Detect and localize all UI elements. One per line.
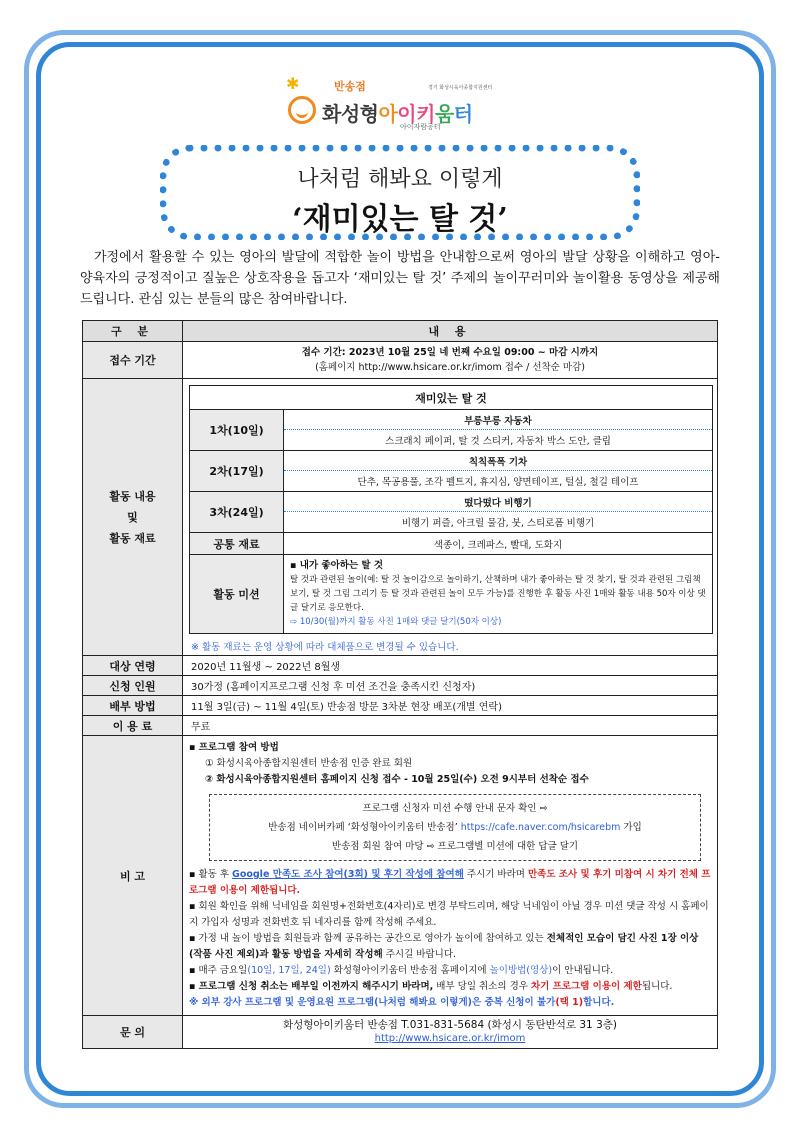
target-row [83,656,718,676]
remark-friday-dates: (10일, 17일, 24일) [247,965,331,976]
target-value: 2020년 11월생 ~ 2022년 8월생 [183,656,718,676]
round-activity-name: 떴다떴다 비행기 [284,492,713,512]
round-materials: 스크래치 페이퍼, 탈 것 스티커, 자동차 박스 도안, 클립 [284,430,713,451]
method-title: ▪ 프로그램 참여 방법 [189,742,279,753]
activity-label-line: 활동 내용 [109,490,156,503]
contact-label: 문 의 [83,1016,183,1049]
logo-center-name: 경기 화성시육아종합지원센터 [428,85,493,91]
fee-row [83,716,718,736]
logo-subtitle: 아이자람공터 [400,123,441,131]
program-series-title: 나처럼 해봐요 이렇게 [297,167,503,192]
remark-duplicate [189,995,711,1011]
guide-line-1: 프로그램 신청자 미션 수행 안내 문자 확인 ⇨ [362,803,548,814]
remark-photo-prefix: ▪ 가정 내 놀이 방법을 회원들과 함께 공유하는 공간으로 영아가 놀이에 참여하고 있는 [189,933,547,944]
capacity-value: 30가정 (홈페이지프로그램 신청 후 미션 조건을 충족시킨 신청자) [183,676,718,696]
round-label: 2차(17일) [190,451,284,492]
remark-cancel [189,979,711,995]
guide-cafe-text: 반송점 네이버카페 ‘화성형아이키움터 반송점’ [268,822,461,833]
cafe-link[interactable]: https://cafe.naver.com/hsicarebm [460,822,621,833]
round-label: 1차(10일) [190,410,284,451]
title-box [160,145,640,240]
remark-survey-prefix: ▪ 활동 후 [189,869,233,880]
header-content: 내 용 [183,321,718,342]
method-step-1: ① 화성시육아종합지원센터 반송점 인증 완료 회원 [205,758,413,769]
reception-content [183,342,718,379]
guide-line-2 [210,818,700,837]
activity-label [83,379,183,656]
method-step-2: ② 화성시육아종합지원센터 홈페이지 신청 접수 - 10월 25일(수) 오전 9시부터 선착순 접수 [205,774,589,785]
mission-title: ▪ 내가 좋아하는 탈 것 [290,560,384,571]
header-category: 구 분 [83,321,183,342]
round-activity-name: 부릉부릉 자동차 [284,410,713,430]
common-materials: 색종이, 크레파스, 빨대, 도화지 [284,533,713,555]
remark-duplicate-choice: (택 1) [555,997,584,1008]
mission-label: 활동 미션 [190,555,284,634]
remark-cancel-mid: 배부 당일 취소의 경우 [433,981,531,992]
round-materials: 비행기 퍼즐, 아크릴 물감, 붓, 스티로폼 비행기 [284,512,713,533]
mission-deadline: ⇨ 10/30(월)까지 활동 사진 1매와 댓글 달기(50자 이상) [290,617,502,627]
remark-friday-prefix: ▪ 매주 금요일 [189,965,248,976]
remark-photo-bold: 전체적인 모습이 담긴 사진 1장 이상(작품 사진 제외)과 활동 방법을 자세히 작성해 [189,933,699,960]
capacity-label: 신청 인원 [83,676,183,696]
survey-link[interactable]: Google 만족도 조사 참여(3회) 및 후기 작성에 참여해 [232,869,464,880]
distribution-value: 11월 3일(금) ~ 11월 4일(토) 반송점 방문 3차분 현장 배포(개별 연락) [183,696,718,716]
remark-duplicate-suffix: 합니다. [583,997,615,1008]
remark-survey [189,867,711,899]
remark-cancel-bold: ▪ 프로그램 신청 취소는 배부일 이전까지 해주시기 바라며, [189,981,434,992]
program-theme-title: ‘재미있는 탈 것’ [292,202,508,237]
center-logo [282,74,522,136]
intro-paragraph: 가정에서 활용할 수 있는 영아의 발달에 적합한 놀이 방법을 안내함으로써 영아의 발달 상황을 이해하고 영아-양육자의 긍정적이고 질높은 상호작용을 돕고자 ‘재미있는 탈 것’ 주제의 놀이꾸러미와 놀이활용 동영상을 제공해 드립니다. 관심 있는 분들의 많은 참여바랍니다. [80,250,720,307]
remark-cancel-suffix: 됩니다. [641,981,673,992]
distribution-label: 배부 방법 [83,696,183,716]
reception-period: 접수 기간: 2023년 10월 25일 네 번째 수요일 09:00 ~ 마감 시까지 [301,347,599,358]
guide-join-text: 가입 [620,822,642,833]
remark-friday-mid: 화성형아이키움터 반송점 홈페이지에 [330,965,490,976]
remark-friday-suffix: 이 안내됩니다. [552,965,614,976]
logo-name-part: 터 [453,102,473,126]
smile-logo-icon [288,96,316,124]
homepage-link[interactable]: http://www.hsicare.or.kr/imom [374,1033,526,1044]
round-activity-name: 칙칙폭폭 기차 [284,451,713,471]
remark-survey-mid: 주시기 바라며 [463,869,528,880]
fee-value: 무료 [183,716,718,736]
distribution-row [83,696,718,716]
logo-name-part: 아 [378,102,398,126]
logo-name-part: 이 [397,102,417,126]
round-materials: 단추, 목공용풀, 조각 펠트지, 휴지심, 양면테이프, 털실, 철길 테이프 [284,471,713,492]
remarks-label: 비 고 [83,736,183,1016]
logo-name-part: 화성형 [322,102,379,126]
activity-theme-title: 재미있는 탈 것 [190,386,713,410]
remarks-row [83,736,718,1016]
activity-schedule-table [189,385,713,634]
remarks-content [183,736,718,1016]
common-materials-label: 공통 재료 [190,533,284,555]
remark-duplicate-text: ※ 외부 강사 프로그램 및 운영요원 프로그램(나처럼 해봐요 이렇게)은 중복 신청이 불가 [189,997,556,1008]
remark-photo-suffix: 주시길 바랍니다. [382,949,457,960]
table-header-row [83,321,718,342]
logo-name-part: 움 [434,102,454,126]
reception-row [83,342,718,379]
mission-description: 탈 것과 관련된 놀이(예: 탈 것 놀이감으로 놀이하기, 산책하며 내가 좋아하는 탈 것 찾기, 탈 것과 관련된 그림책 보기, 탈 것 그림 그리기 등 탈 것과 관련된 놀이 모두 가능)를 진행한 후 활동 사진 1매와 활동 내용 50자 이상 댓글 달기로 응모한다. [290,575,706,613]
round-label: 3차(24일) [190,492,284,533]
logo-name [322,98,473,127]
remark-cancel-warning: 차기 프로그램 이용이 제한 [530,981,642,992]
reception-label: 접수 기간 [83,342,183,379]
reception-method: (홈페이지 http://www.hsicare.or.kr/imom 접수 / 선착순 마감) [315,362,585,373]
remark-friday [189,963,711,979]
mission-content [284,555,713,634]
logo-name-part: 키 [416,102,435,126]
activity-label-line: 및 [127,511,138,524]
guide-line-3: 반송점 회원 참여 마당 ⇨ 프로그램별 미션에 대한 답글 달기 [331,841,579,852]
target-label: 대상 연령 [83,656,183,676]
survey-warning: 만족도 조사 및 후기 미참여 시 차기 전체 프로그램 이용이 제한됩니다. [189,869,711,896]
materials-notice: ※ 활동 재료는 운영 상황에 따라 대체품으로 변경될 수 있습니다. [191,642,459,653]
logo-branch: 반송점 [334,80,366,93]
remark-photo [189,931,711,963]
mission-guide-box [209,794,701,861]
activity-label-line: 활동 재료 [109,532,156,545]
capacity-row [83,676,718,696]
program-info-table [82,320,718,1049]
contact-row [83,1016,718,1049]
contact-info: 화성형아이키움터 반송점 T.031-831-5684 (화성시 동탄반석로 31 3층) [282,1019,617,1031]
star-icon: ✱ [286,74,300,93]
remark-friday-video: 놀이방법(영상) [489,965,553,976]
activity-content [183,379,718,656]
contact-content [183,1016,718,1049]
activity-row [83,379,718,656]
fee-label: 이 용 료 [83,716,183,736]
remark-nickname: ▪ 회원 확인을 위해 닉네임을 회원명+전화번호(4자리)로 변경 부탁드리며, 해당 닉네임이 아닐 경우 미션 댓글 작성 시 홈페이지 가입자 성명과 전화번호 뒤 네자리를 함께 작성해 주세요. [189,901,709,928]
